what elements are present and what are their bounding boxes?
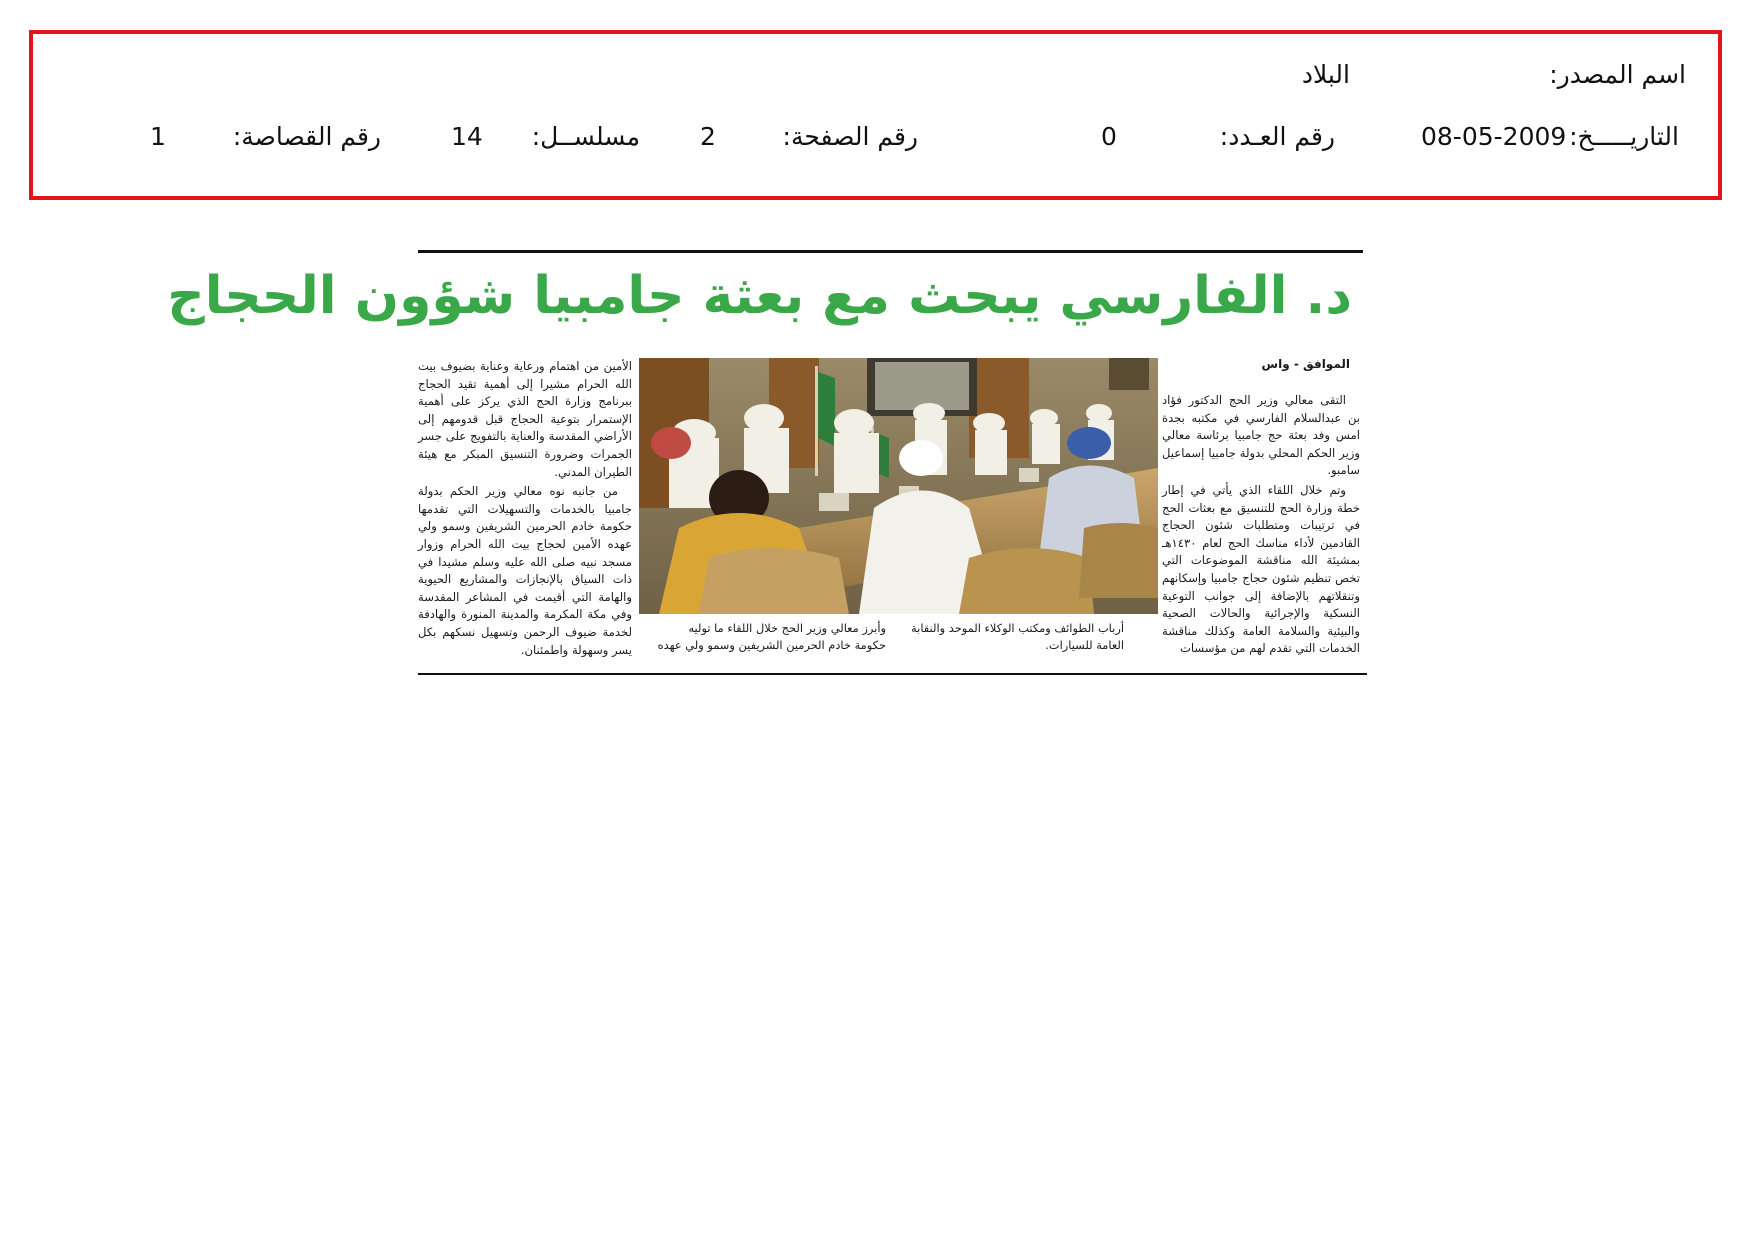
page-label: رقم الصفحة: xyxy=(782,122,918,151)
article-right-column xyxy=(1162,392,1360,660)
meeting-photo-image xyxy=(639,358,1158,614)
bottom-rule xyxy=(418,673,1367,675)
source-label: اسم المصدر: xyxy=(1549,60,1686,89)
article-byline: الموافق - واس xyxy=(1261,357,1350,371)
article-left-column xyxy=(418,358,632,661)
photo-caption-left: وأبرز معالي وزير الحج خلال اللقاء ما توليه حكومة خادم الحرمين الشريفين وسمو ولي عهده xyxy=(657,621,886,652)
top-rule xyxy=(418,250,1363,253)
metadata-frame xyxy=(29,30,1722,200)
clipping-label: رقم القصاصة: xyxy=(232,122,381,151)
article-headline: د. الفارسي يبحث مع بعثة جامبيا شؤون الحجاج xyxy=(167,266,1352,326)
article-photo xyxy=(639,358,1158,614)
date-value: 08-05-2009 xyxy=(1421,122,1567,151)
photo-caption-right: أرباب الطوائف ومكتب الوكلاء الموحد والنقابة العامة للسيارات. xyxy=(911,621,1124,652)
left-column-paragraph: من جانبه نوه معالي وزير الحكم بدولة جامبيا بالخدمات والتسهيلات التي تقدمها حكومة خادم الحرمين الشريفين وسمو ولي عهده الأمين لحجاج بيت الله الحرام وزوار مسجد نبيه صلى الله عليه وسلم مشيدا في ذات السياق بالإنجازات والمشاريع الحيوية والهامة التي أقيمت في المشاعر المقدسة وفي مكة المكرمة والمدينة المنورة والهادفة لخدمة ضيوف الرحمن وتسهيل نسكهم بكل يسر وسهولة واطمئنان. xyxy=(418,484,632,657)
source-value: البلاد xyxy=(1301,60,1350,89)
issue-label: رقم العـدد: xyxy=(1219,122,1335,151)
clipping-value: 1 xyxy=(150,122,166,151)
left-column-paragraph: الأمين من اهتمام ورعاية وعناية بضيوف بيت الله الحرام مشيرا إلى أهمية تقيد الحجاج ببرنامج وزارة الحج الذي يركز على أهمية الإستمرار بتوعية الحجاج قبل قدومهم إلى الأراضي المقدسة والعناية بالتفويج على جسر الجمرات وضرورة التنسيق المبكر مع هيئة الطيران المدني. xyxy=(418,359,632,479)
right-column-paragraph: التقى معالي وزير الحج الدكتور فؤاد بن عبدالسلام الفارسي في مكتبه بجدة امس وفد بعثة حج جامبيا برئاسة معالي وزير الحكم المحلي بدولة جامبيا إسماعيل سامبو. xyxy=(1162,393,1360,478)
serial-label: مسلســل: xyxy=(531,122,640,151)
issue-value: 0 xyxy=(1101,122,1117,151)
page-value: 2 xyxy=(700,122,716,151)
right-column-paragraph: وتم خلال اللقاء الذي يأتي في إطار خطة وزارة الحج للتنسيق مع بعثات الحج في ترتيبات ومتطلبات شئون الحجاج القادمين لأداء مناسك الحج لعام ١٤٣٠هـ بمشيئة الله مناقشة الموضوعات التي تخص تنظيم شئون حجاج جامبيا وإسكانهم وتنقلاتهم بالإضافة إلى جوانب التوعية النسكية والإجرائية والحالات الصحية والبيئية والسلامة العامة وكذلك مناقشة الخدمات التي تقدم لهم من مؤسسات xyxy=(1162,482,1360,656)
date-label: التاريـــــخ: xyxy=(1569,122,1679,151)
serial-value: 14 xyxy=(451,122,483,151)
